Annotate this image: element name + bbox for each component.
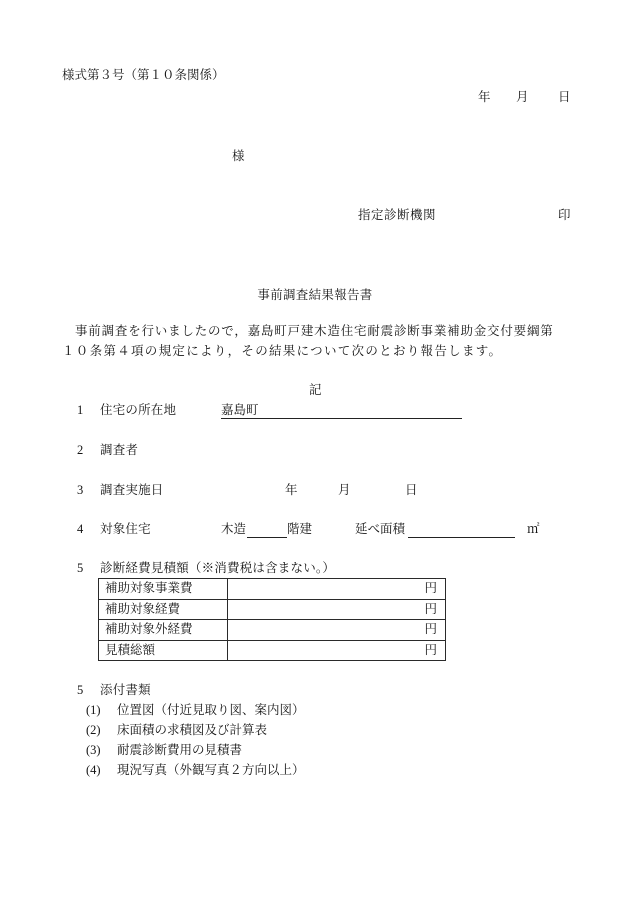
structure-type: 木造 <box>221 522 247 536</box>
cost-row-label: 補助対象外経費 <box>99 620 228 641</box>
location-value: 嘉島町 <box>221 403 259 417</box>
attachment-item: 位置図（付近見取り図、案内図） <box>117 703 305 717</box>
item-number: 5 <box>77 683 84 697</box>
date-year-label: 年 <box>478 90 491 104</box>
survey-year-label: 年 <box>285 483 298 497</box>
floor-area-blank-line <box>408 521 515 538</box>
cost-row-label: 補助対象経費 <box>99 599 228 620</box>
attachment-marker: (2) <box>86 723 101 737</box>
floors-blank-line <box>247 521 287 538</box>
cost-row-unit: 円 <box>228 579 446 600</box>
attachment-item: 耐震診断費用の見積書 <box>117 743 243 757</box>
cost-row-unit: 円 <box>228 620 446 641</box>
intro-line-2: １０条第４項の規定により，その結果について次のとおり報告します。 <box>62 344 503 358</box>
attachment-marker: (3) <box>86 743 101 757</box>
survey-date-label: 調査実施日 <box>100 483 164 497</box>
item-number: 3 <box>77 483 84 497</box>
attachments-label: 添付書類 <box>100 683 151 697</box>
cost-estimate-table <box>98 578 446 661</box>
cost-estimate-label: 診断経費見積額（※消費税は含まない。） <box>100 561 336 575</box>
document-title: 事前調査結果報告書 <box>257 288 373 302</box>
attachment-item: 現況写真（外観写真２方向以上） <box>117 763 305 777</box>
table-row <box>99 640 446 661</box>
form-number: 様式第３号（第１０条関係） <box>62 68 225 82</box>
date-day-label: 日 <box>558 90 571 104</box>
survey-month-label: 月 <box>338 483 351 497</box>
attachment-marker: (4) <box>86 763 101 777</box>
intro-line-1: 事前調査を行いましたので，嘉島町戸建木造住宅耐震診断事業補助金交付要綱第 <box>75 324 554 338</box>
seal-mark: 印 <box>558 208 571 222</box>
table-row <box>99 579 446 600</box>
item-number: 1 <box>77 403 84 417</box>
attachment-item: 床面積の求積図及び計算表 <box>117 723 268 737</box>
table-row <box>99 620 446 641</box>
cost-row-unit: 円 <box>228 599 446 620</box>
target-house-label: 対象住宅 <box>100 522 151 536</box>
cost-row-label: 見積総額 <box>99 640 228 661</box>
cost-row-label: 補助対象事業費 <box>99 579 228 600</box>
location-label: 住宅の所在地 <box>100 403 177 417</box>
cost-row-unit: 円 <box>228 640 446 661</box>
floor-area-unit: ㎡ <box>527 522 540 536</box>
location-field <box>221 402 462 419</box>
survey-day-label: 日 <box>405 483 418 497</box>
table-row <box>99 599 446 620</box>
floor-area-label: 延べ面積 <box>355 522 406 536</box>
date-month-label: 月 <box>516 90 529 104</box>
addressee-honorific: 様 <box>232 149 245 163</box>
sender-label: 指定診断機関 <box>358 208 437 222</box>
floors-suffix: 階建 <box>287 522 313 536</box>
item-number: 2 <box>77 443 84 457</box>
item-number: 4 <box>77 522 84 536</box>
record-heading: 記 <box>309 383 322 397</box>
investigator-label: 調査者 <box>100 443 139 457</box>
item-number: 5 <box>77 561 84 575</box>
attachment-marker: (1) <box>86 703 101 717</box>
